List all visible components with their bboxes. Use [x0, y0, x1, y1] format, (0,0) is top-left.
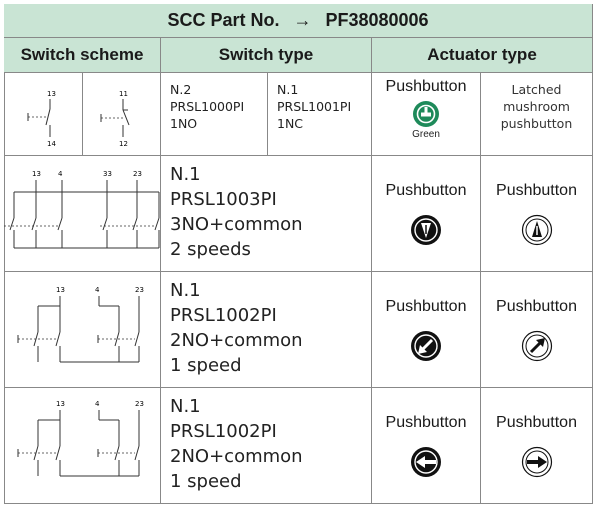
part-table: [4, 4, 593, 504]
part-number: PF38080006: [325, 10, 429, 30]
button-color-note: Green: [412, 129, 440, 140]
scheme-2no-common: [4, 272, 161, 388]
switch-type-2no-a: N.1 PRSL1002PI 2NO+common 1 speed: [161, 272, 372, 388]
arrow-up-white-icon: [521, 214, 553, 246]
scheme-2no-common-b: [4, 388, 161, 504]
actuator-pushbutton-left: [372, 388, 481, 504]
title-label: SCC Part No.: [167, 10, 280, 30]
actuator-label: Pushbutton: [496, 414, 577, 431]
actuator-label: Pushbutton: [496, 298, 577, 315]
svg-text:23: 23: [135, 400, 144, 408]
switch-type-3no: N.1 PRSL1003PI 3NO+common 2 speeds: [161, 156, 372, 272]
svg-text:13: 13: [32, 170, 41, 178]
actuator-green-pushbutton: [372, 73, 481, 156]
3no-common-diagram: [4, 156, 161, 272]
actuator-label: Pushbutton: [496, 182, 577, 199]
svg-text:11: 11: [119, 90, 128, 98]
svg-text:33: 33: [103, 170, 112, 178]
svg-text:13: 13: [56, 286, 65, 294]
scheme-3no-common: [4, 156, 161, 272]
actuator-latched-mushroom: [481, 73, 593, 156]
svg-text:13: 13: [56, 400, 65, 408]
actuator-pushbutton-down: [372, 156, 481, 272]
actuator-pushbutton-diag-black: [372, 272, 481, 388]
no-contact-diagram: [4, 73, 83, 156]
svg-text:23: 23: [133, 170, 142, 178]
switch-type-2no-b: N.1 PRSL1002PI 2NO+common 1 speed: [161, 388, 372, 504]
header-switch-type: Switch type: [161, 38, 372, 73]
actuator-label: Latched mushroom pushbutton: [500, 82, 573, 131]
svg-text:14: 14: [47, 140, 56, 148]
scheme-1nc: [83, 73, 161, 156]
svg-text:13: 13: [47, 90, 56, 98]
header-switch-scheme: Switch scheme: [4, 38, 161, 73]
arrow-left-black-icon: [410, 446, 442, 478]
2no-common-diagram-b: [4, 388, 161, 504]
title-arrow: →: [293, 10, 312, 30]
actuator-label: Pushbutton: [385, 182, 467, 199]
actuator-pushbutton-diag-white: [481, 272, 593, 388]
header-actuator-type: Actuator type: [372, 38, 593, 73]
arrow-diagonal-white-icon: [521, 330, 553, 362]
actuator-label: Pushbutton: [385, 298, 467, 315]
switch-type-1no: N.2 PRSL1000PI 1NO: [161, 73, 268, 156]
2no-common-diagram: [4, 272, 161, 388]
arrow-down-black-icon: [410, 214, 442, 246]
actuator-label: Pushbutton: [385, 78, 467, 95]
svg-text:4: 4: [58, 170, 63, 178]
switch-type-1nc: N.1 PRSL1001PI 1NC: [268, 73, 372, 156]
arrow-diagonal-black-icon: [410, 330, 442, 362]
actuator-pushbutton-up: [481, 156, 593, 272]
green-pushbutton-icon: [412, 100, 440, 128]
nc-contact-diagram: [83, 73, 161, 156]
svg-text:23: 23: [135, 286, 144, 294]
title-bar: [4, 4, 593, 38]
actuator-label: Pushbutton: [385, 414, 467, 431]
actuator-pushbutton-right: [481, 388, 593, 504]
svg-text:12: 12: [119, 140, 128, 148]
scheme-1no: [4, 73, 83, 156]
svg-text:4: 4: [95, 286, 100, 294]
svg-text:4: 4: [95, 400, 100, 408]
arrow-right-white-icon: [521, 446, 553, 478]
